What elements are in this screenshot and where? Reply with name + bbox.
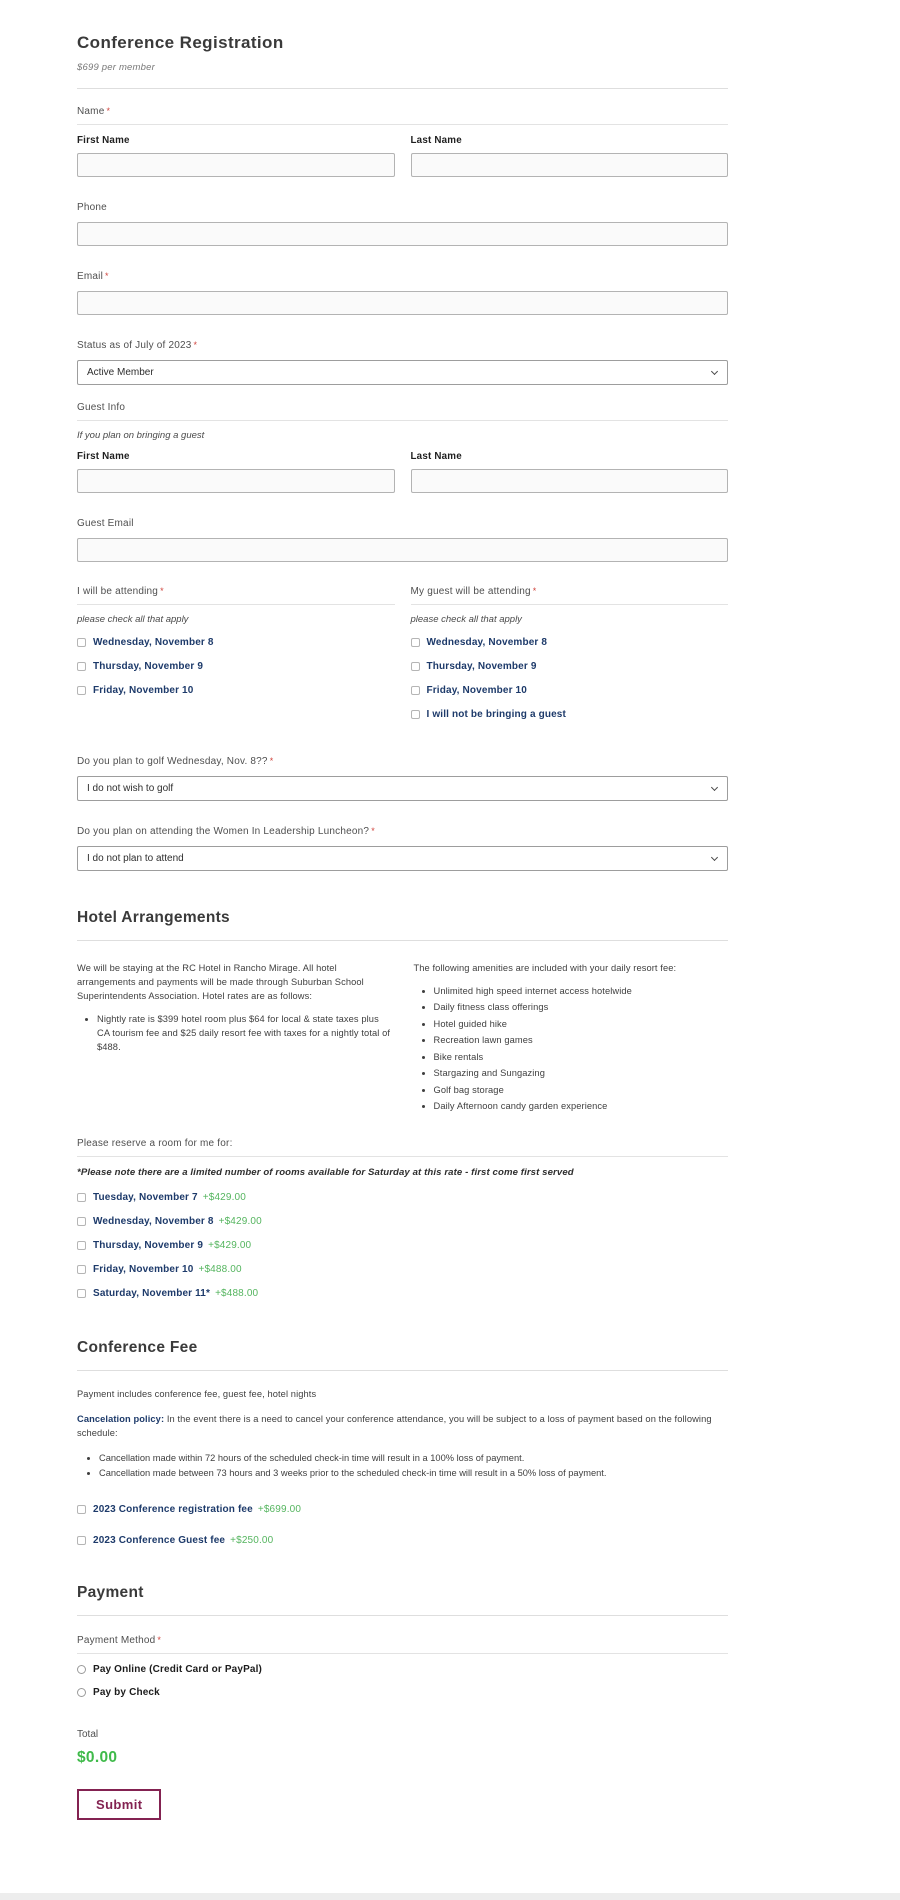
room-label[interactable]: Tuesday, November 7 (93, 1192, 198, 1204)
checkbox-label[interactable]: Friday, November 10 (93, 685, 194, 696)
guest-first-name-input[interactable] (77, 469, 395, 493)
fee-price: +$250.00 (230, 1535, 274, 1547)
golf-label: Do you plan to golf Wednesday, Nov. 8?? * (77, 756, 274, 767)
room-price: +$488.00 (215, 1288, 259, 1300)
cancel-policy-text: Cancelation policy: In the event there is a need to cancel your conference attendance, you will be subject to a loss of payment based on the following schedule: (77, 1414, 712, 1439)
submit-button[interactable]: Submit (77, 1789, 161, 1820)
checkbox[interactable] (77, 1217, 86, 1226)
hotel-rate-list (97, 1013, 392, 1055)
room-price: +$429.00 (202, 1192, 246, 1204)
amenity-item: • Daily fitness class offerings (434, 1001, 729, 1015)
cancel-policy-label: Cancelation policy: (77, 1414, 165, 1425)
fee-price: +$699.00 (257, 1504, 302, 1516)
payment-heading: Payment (77, 1584, 144, 1602)
page-footer-strip (0, 1893, 900, 1900)
golf-select-value: I do not wish to golf (87, 783, 174, 794)
registration-form (77, 0, 728, 1900)
checkbox-label[interactable]: Thursday, November 9 (426, 661, 537, 672)
payment-includes-text: Payment includes conference fee, guest fee, hotel nights (77, 1389, 317, 1400)
room-price: +$488.00 (198, 1264, 242, 1276)
hotel-rates-column (77, 962, 392, 1116)
checkbox[interactable] (411, 638, 420, 647)
checkbox-option[interactable] (411, 685, 729, 696)
checkbox[interactable] (77, 1241, 86, 1250)
cancel-policy-bullet: • Cancellation made between 73 hours and 3 weeks prior to the scheduled check-in time will result in a 50% loss of payment. (99, 1466, 728, 1480)
attending-guest-group (411, 586, 729, 720)
fee-label[interactable]: 2023 Conference Guest fee (93, 1535, 226, 1547)
email-input[interactable] (77, 291, 728, 315)
checkbox-option[interactable] (77, 1504, 728, 1515)
guest-info-hint: If you plan on bringing a guest (77, 430, 205, 441)
payment-method-label[interactable]: Pay Online (Credit Card or PayPal) (93, 1664, 263, 1676)
cancel-policy-list (99, 1451, 728, 1480)
phone-label: Phone (77, 202, 107, 213)
attending-guest-legend: My guest will be attending * (411, 586, 729, 605)
attending-self-legend: I will be attending * (77, 586, 395, 605)
phone-input[interactable] (77, 222, 728, 246)
room-label[interactable]: Friday, November 10 (93, 1264, 194, 1276)
guest-email-input[interactable] (77, 538, 728, 562)
amenity-item: • Stargazing and Sungazing (434, 1067, 729, 1081)
room-label[interactable]: Wednesday, November 8 (93, 1216, 214, 1228)
first-name-label: First Name (77, 135, 130, 146)
guest-email-field (77, 518, 728, 562)
luncheon-field (77, 826, 728, 871)
checkbox-label[interactable]: Thursday, November 9 (93, 661, 204, 672)
hotel-rate-bullet: • Nightly rate is $399 hotel room plus $64 for local & state taxes plus CA tourism fee and $25 daily resort fee with taxes for a nightly total of $488. (97, 1013, 392, 1055)
radio-button[interactable] (77, 1688, 86, 1697)
checkbox-option[interactable] (77, 637, 395, 648)
payment-method-label[interactable]: Pay by Check (93, 1687, 160, 1699)
cancel-policy-bullet: • Cancellation made within 72 hours of the scheduled check-in time will result in a 100% loss of payment. (99, 1451, 728, 1465)
rooms-note: *Please note there are a limited number of rooms available for Saturday at this rate - first come first served (77, 1167, 574, 1179)
required-asterisk: * (160, 586, 164, 596)
page-subtitle: $699 per member (77, 62, 155, 73)
checkbox[interactable] (411, 710, 420, 719)
status-select-value: Active Member (87, 367, 154, 378)
golf-select[interactable] (77, 776, 728, 801)
checkbox[interactable] (77, 1505, 86, 1514)
checkbox[interactable] (77, 662, 86, 671)
checkbox-option[interactable] (77, 661, 395, 672)
checkbox-option[interactable] (77, 1264, 728, 1275)
checkbox-option[interactable] (77, 1192, 728, 1203)
status-field (77, 340, 728, 385)
checkbox[interactable] (411, 662, 420, 671)
amenity-item: • Recreation lawn games (434, 1034, 729, 1048)
amenity-item: • Unlimited high speed internet access hotelwide (434, 985, 729, 999)
required-asterisk: * (105, 271, 109, 281)
guest-first-name-label: First Name (77, 451, 130, 462)
hotel-amenities-column (414, 962, 729, 1116)
conference-fee-heading: Conference Fee (77, 1339, 198, 1357)
amenities-list (434, 985, 729, 1114)
luncheon-label: Do you plan on attending the Women In Leadership Luncheon? * (77, 826, 375, 837)
radio-button[interactable] (77, 1665, 86, 1674)
email-label: Email * (77, 271, 109, 282)
room-price: +$429.00 (208, 1240, 252, 1252)
checkbox[interactable] (77, 638, 86, 647)
divider (77, 940, 728, 941)
attending-guest-hint: please check all that apply (410, 614, 522, 625)
checkbox[interactable] (77, 1193, 86, 1202)
amenity-item: • Daily Afternoon candy garden experience (434, 1100, 729, 1114)
room-price: +$429.00 (218, 1216, 262, 1228)
chevron-down-icon (711, 854, 718, 861)
total-value: $0.00 (77, 1749, 118, 1767)
payment-method-legend: Payment Method * (77, 1635, 728, 1654)
checkbox-option[interactable] (411, 709, 729, 720)
required-asterisk: * (106, 106, 111, 116)
checkbox-option[interactable] (77, 1288, 728, 1299)
divider (77, 88, 728, 89)
status-label: Status as of July of 2023 * (77, 340, 198, 351)
status-select[interactable] (77, 360, 728, 385)
attending-self-hint: please check all that apply (77, 614, 189, 625)
guest-info-legend: Guest Info (77, 402, 728, 421)
checkbox[interactable] (77, 1265, 86, 1274)
total-label: Total (77, 1729, 99, 1741)
checkbox-option[interactable] (77, 1240, 728, 1251)
guest-name-row (77, 441, 728, 493)
amenities-intro: The following amenities are included with your daily resort fee: (413, 963, 677, 973)
checkbox-option[interactable] (411, 637, 729, 648)
radio-option[interactable] (77, 1687, 728, 1698)
required-asterisk: * (193, 340, 198, 350)
room-label[interactable]: Thursday, November 9 (93, 1240, 204, 1252)
checkbox-option[interactable] (77, 1216, 728, 1227)
hotel-intro: We will be staying at the RC Hotel in Rancho Mirage. All hotel arrangements and payments will be made through Suburban School Superintendents Association. Hotel rates are as follows: (77, 963, 364, 1001)
golf-field (77, 756, 728, 801)
rooms-legend: Please reserve a room for me for: (77, 1138, 728, 1157)
phone-field (77, 202, 728, 246)
required-asterisk: * (269, 756, 274, 766)
room-label[interactable]: Saturday, November 11* (93, 1288, 211, 1300)
checkbox-label[interactable]: Wednesday, November 8 (93, 637, 214, 648)
checkbox[interactable] (77, 686, 86, 695)
checkbox[interactable] (77, 1536, 86, 1545)
radio-option[interactable] (77, 1664, 728, 1675)
amenity-item: • Bike rentals (434, 1051, 729, 1065)
last-name-input[interactable] (411, 153, 729, 177)
required-asterisk: * (157, 1635, 162, 1646)
name-row (77, 125, 728, 177)
checkbox[interactable] (411, 686, 420, 695)
divider (77, 1370, 728, 1371)
checkbox-option[interactable] (77, 1535, 728, 1546)
luncheon-select-value: I do not plan to attend (87, 853, 184, 864)
luncheon-select[interactable] (77, 846, 728, 871)
fee-label[interactable]: 2023 Conference registration fee (93, 1504, 253, 1516)
checkbox-label[interactable]: Friday, November 10 (426, 685, 527, 696)
required-asterisk: * (371, 826, 375, 836)
hotel-heading: Hotel Arrangements (77, 909, 230, 926)
checkbox[interactable] (77, 1289, 86, 1298)
checkbox-option[interactable] (411, 661, 729, 672)
name-legend: Name * (77, 106, 728, 125)
guest-last-name-label: Last Name (410, 451, 462, 462)
chevron-down-icon (711, 368, 718, 375)
email-field (77, 271, 728, 315)
checkbox-label[interactable]: Wednesday, November 8 (426, 637, 548, 648)
required-asterisk: * (532, 586, 537, 596)
amenity-item: • Hotel guided hike (434, 1018, 729, 1032)
guest-last-name-input[interactable] (411, 469, 729, 493)
hotel-info-columns (77, 962, 728, 1116)
attending-self-group (77, 586, 395, 720)
last-name-label: Last Name (410, 135, 462, 146)
attending-section (77, 586, 728, 720)
page-title: Conference Registration (77, 33, 284, 52)
amenity-item: • Golf bag storage (434, 1084, 729, 1098)
guest-email-label: Guest Email (77, 518, 134, 529)
chevron-down-icon (711, 784, 718, 791)
divider (77, 1615, 728, 1616)
first-name-input[interactable] (77, 153, 395, 177)
checkbox-label[interactable]: I will not be bringing a guest (426, 709, 566, 720)
checkbox-option[interactable] (77, 685, 395, 696)
